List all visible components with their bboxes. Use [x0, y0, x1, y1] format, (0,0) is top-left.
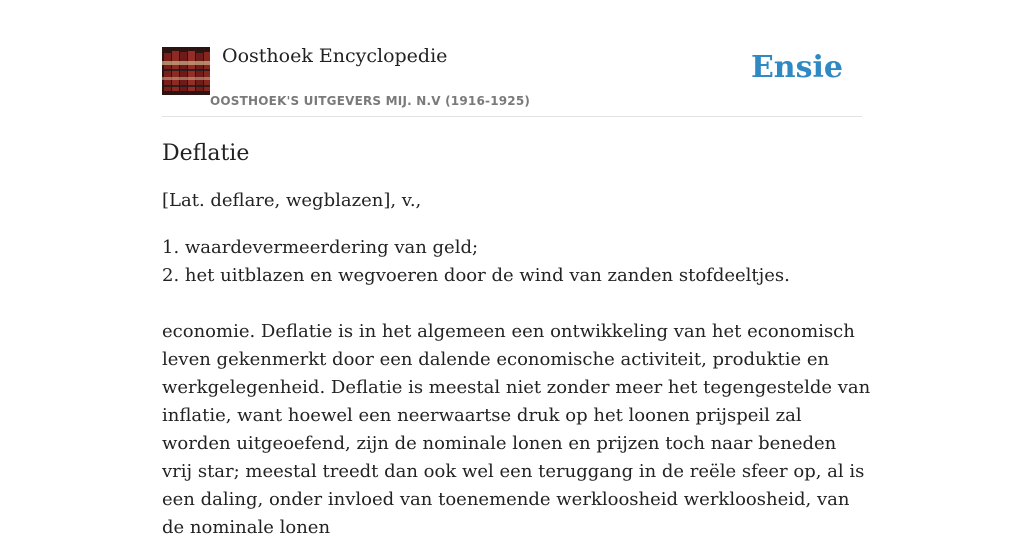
- article-body: economie. Deflatie is in het algemeen een ontwikkeling van het economisch leven gekenmerkt door een dalende economische activiteit, produktie en werkgelegenheid. Deflatie is meestal niet zonder meer het tegengestelde van inflatie, want hoewel een neerwaartse druk op het loonen prijspeil zal worden uitgeoefend, zijn de nominale lonen en prijzen toch naar beneden vrij star; meestal treedt dan ook wel een teruggang in de reële sfeer op, al is een daling, onder invloed van toenemende werkloosheid werkloosheid, van de nominale lonen: [162, 321, 871, 538]
- definition-item: 1. waardevermeerdering van geld;: [162, 237, 479, 258]
- brand-logo[interactable]: Ensie: [750, 50, 843, 85]
- source-title[interactable]: Oosthoek Encyclopedie: [222, 45, 448, 67]
- article-title: Deflatie: [162, 141, 250, 166]
- source-subtitle: OOSTHOEK'S UITGEVERS MIJ. N.V (1916-1925): [210, 94, 531, 108]
- article: [162, 136, 872, 542]
- source-header: [162, 40, 862, 117]
- encyclopedia-books-icon[interactable]: [162, 47, 210, 95]
- definition-item: 2. het uitblazen en wegvoeren door de wind van zanden stofdeeltjes.: [162, 265, 790, 286]
- definitions-list: [162, 234, 872, 290]
- etymology: [Lat. deflare, wegblazen], v.,: [162, 190, 422, 211]
